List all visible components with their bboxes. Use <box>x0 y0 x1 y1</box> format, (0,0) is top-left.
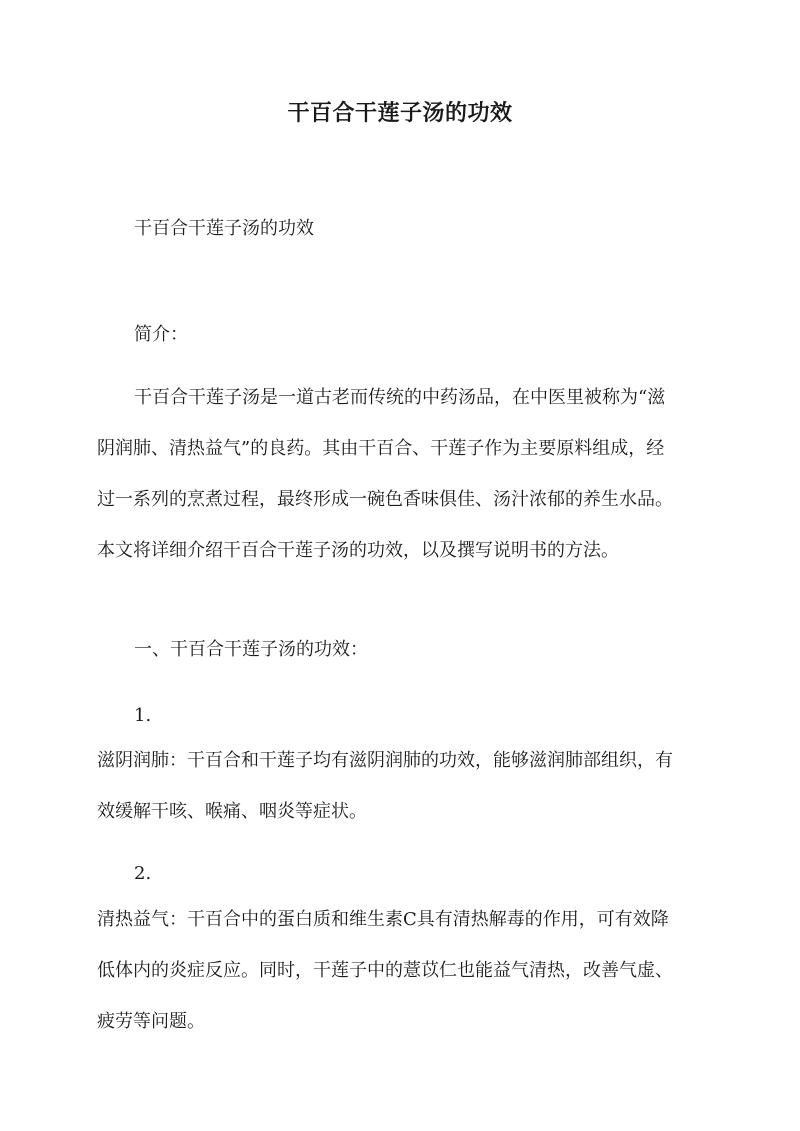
item-line: 清热益气：干百合中的蛋白质和维生素C具有清热解毒的作用，可有效降 <box>97 909 669 930</box>
intro-line: 本文将详细介绍干百合干莲子汤的功效，以及撰写说明书的方法。 <box>97 540 619 561</box>
intro-paragraph <box>97 372 703 576</box>
document-title: 干百合干莲子汤的功效 <box>287 100 513 126</box>
item-1-paragraph <box>97 735 703 837</box>
item-2-paragraph <box>97 894 703 1047</box>
item-number-2: 2. <box>134 863 152 884</box>
subtitle: 干百合干莲子汤的功效 <box>134 218 314 239</box>
intro-line: 阴润肺、清热益气”的良药。其由干百合、干莲子作为主要原料组成，经 <box>97 438 665 459</box>
section-heading: 一、干百合干莲子汤的功效： <box>134 639 368 660</box>
intro-heading: 简介： <box>134 324 188 345</box>
item-line: 疲劳等问题。 <box>97 1011 205 1032</box>
item-line: 效缓解干咳、喉痛、咽炎等症状。 <box>97 801 367 822</box>
intro-line: 过一系列的烹煮过程，最终形成一碗色香味俱佳、汤汁浓郁的养生水品。 <box>97 489 673 510</box>
item-line: 低体内的炎症反应。同时，干莲子中的薏苡仁也能益气清热，改善气虚、 <box>97 960 673 981</box>
item-number-1: 1. <box>134 705 152 726</box>
intro-line: 干百合干莲子汤是一道古老而传统的中药汤品，在中医里被称为“滋 <box>134 387 666 408</box>
item-line: 滋阴润肺：干百合和干莲子均有滋阴润肺的功效，能够滋润肺部组织，有 <box>97 750 673 771</box>
